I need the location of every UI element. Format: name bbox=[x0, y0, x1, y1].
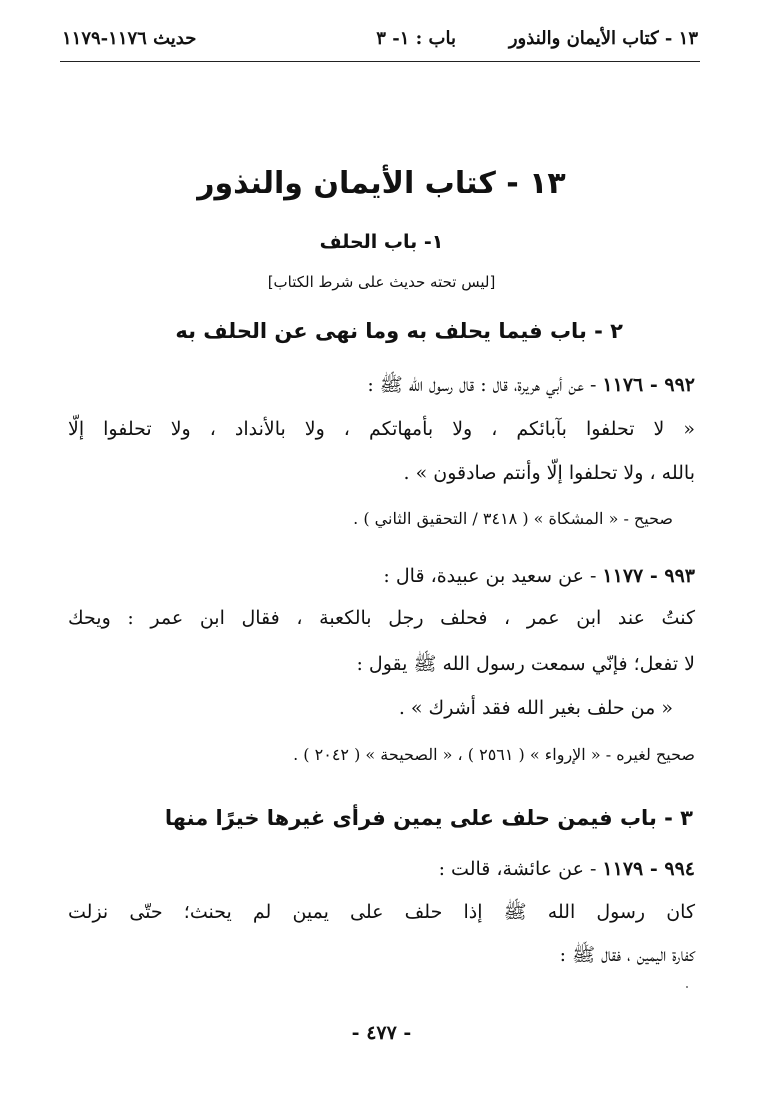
hadith-992-number: ٩٩٢ - ١١٧٦ bbox=[602, 374, 695, 396]
hadith-994-text-line-2: كفارة اليمين ، فقال ﷺ : bbox=[559, 944, 695, 966]
hadith-992-grading: صحيح - « المشكاة » ( ٣٤١٨ / التحقيق الثاني ) . bbox=[353, 509, 673, 528]
header-divider bbox=[60, 61, 700, 62]
scan-speck bbox=[686, 986, 688, 988]
chapter-1-note: [ليس تحته حديث على شرط الكتاب] bbox=[267, 273, 496, 291]
chapter-3-title: ٣ - باب فيمن حلف على يمين فرأى غيرها خيرًا منها bbox=[164, 806, 693, 830]
hadith-994-intro: - عن عائشة، قالت : bbox=[438, 858, 597, 880]
hadith-992-text-line-1: « لا تحلفوا بآبائكم ، ولا بأمهاتكم ، ولا بالأنداد ، ولا تحلفوا إلّا bbox=[68, 418, 695, 440]
running-header-book: ١٣ - كتاب الأيمان والنذور bbox=[508, 28, 698, 49]
hadith-994-heading bbox=[439, 858, 695, 880]
hadith-992-intro: - عن أبي هريرة، قال : قال رسول الله ﷺ : bbox=[367, 374, 597, 396]
running-header-hadith-range: حديث ١١٧٦-١١٧٩ bbox=[62, 28, 197, 49]
chapter-1-title: ١- باب الحلف bbox=[319, 231, 444, 253]
hadith-994-text-line-1: كان رسول الله ﷺ إذا حلف على يمين لم يحنث؛ حتّى نزلت bbox=[68, 901, 695, 923]
hadith-993-text-line-3: « من حلف بغير الله فقد أشرك » . bbox=[398, 697, 673, 719]
page-number: - ٤٧٧ - bbox=[351, 1022, 412, 1044]
hadith-993-intro: - عن سعيد بن عبيدة، قال : bbox=[383, 565, 597, 587]
hadith-992-heading bbox=[367, 373, 695, 401]
hadith-993-text-line-1: كنتُ عند ابن عمر ، فحلف رجل بالكعبة ، فقال ابن عمر : ويحك bbox=[68, 607, 695, 629]
hadith-994-number: ٩٩٤ - ١١٧٩ bbox=[602, 858, 695, 880]
running-header bbox=[62, 26, 698, 56]
running-header-chapter: باب : ١- ٣ bbox=[376, 28, 456, 49]
hadith-993-text-line-2: لا تفعل؛ فإنّي سمعت رسول الله ﷺ يقول : bbox=[356, 653, 695, 675]
hadith-993-grading: صحيح لغيره - « الإرواء » ( ٢٥٦١ ) ، « الصحيحة » ( ٢٠٤٢ ) . bbox=[293, 745, 695, 764]
hadith-992-text-line-2: بالله ، ولا تحلفوا إلّا وأنتم صادقون » . bbox=[403, 462, 695, 484]
book-title: ١٣ - كتاب الأيمان والنذور bbox=[197, 166, 566, 201]
hadith-993-heading bbox=[383, 565, 695, 587]
hadith-993-number: ٩٩٣ - ١١٧٧ bbox=[602, 565, 695, 587]
chapter-2-title: ٢ - باب فيما يحلف به وما نهى عن الحلف به bbox=[175, 319, 623, 343]
